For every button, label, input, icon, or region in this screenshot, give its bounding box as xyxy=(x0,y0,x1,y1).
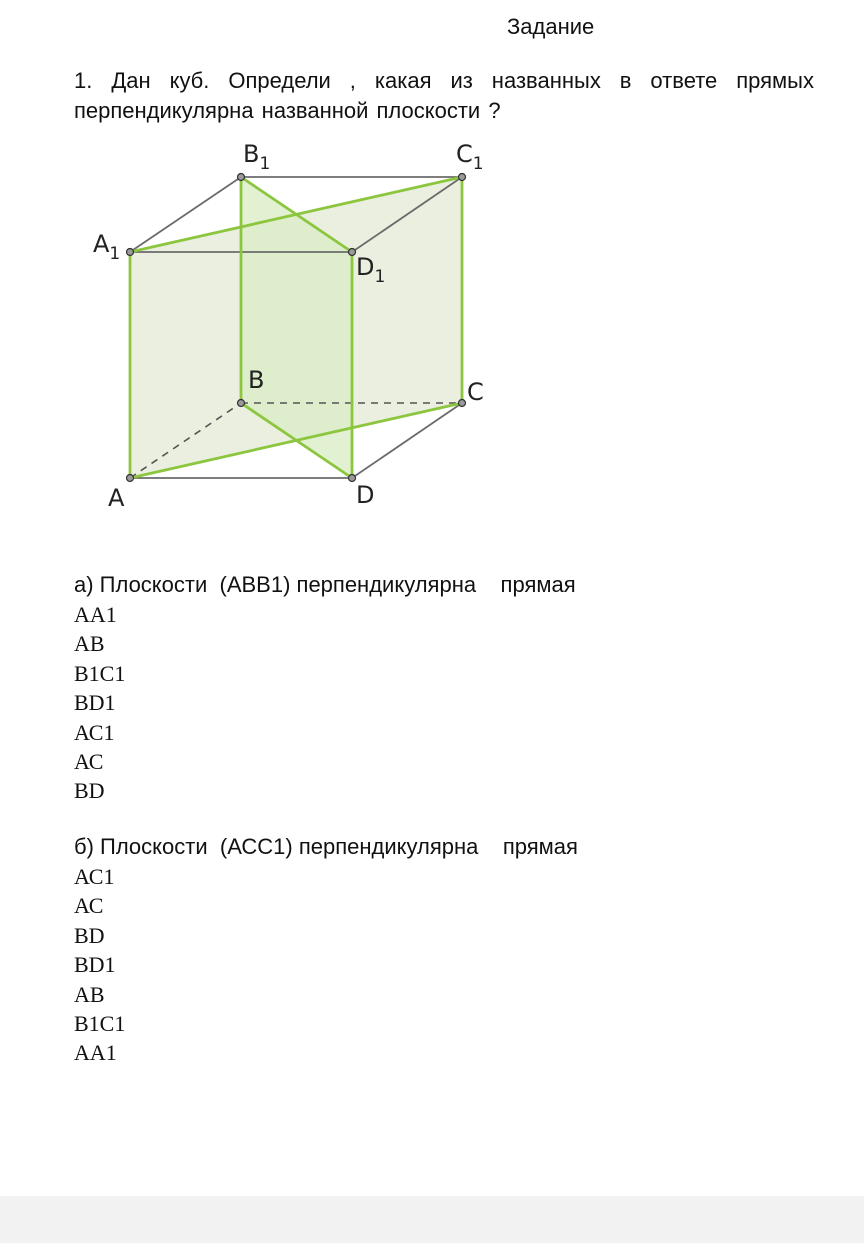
label-d1: $D_1$ xyxy=(356,253,386,287)
label-d: D xyxy=(356,481,375,509)
question-a-option: ВD1 xyxy=(74,690,116,716)
label-b: B xyxy=(248,366,265,394)
label-a: A xyxy=(108,484,125,512)
question-a-option: ВD xyxy=(74,778,105,804)
question-b-option: АС1 xyxy=(74,864,115,889)
question-a-option: АС xyxy=(74,748,104,774)
footer-bar xyxy=(0,1196,864,1243)
label-b1: $B_1$ xyxy=(243,140,271,174)
question-b-option: ВD xyxy=(74,922,105,948)
question-b-option: ВD1 xyxy=(74,952,116,978)
question-b-option: АА1 xyxy=(74,1040,117,1066)
vertex-a1 xyxy=(127,249,134,256)
question-b-option: АВ xyxy=(74,981,105,1007)
question-b-prompt: б) Плоскости (АСС1) перпендикулярна прямая xyxy=(74,834,578,859)
vertex-d xyxy=(349,475,356,482)
question-b-option: АС xyxy=(74,893,104,919)
vertex-c1 xyxy=(459,174,466,181)
label-c: C xyxy=(467,378,484,406)
question-a-option: АС1 xyxy=(74,719,115,745)
vertex-b1 xyxy=(238,174,245,181)
vertex-c xyxy=(459,400,466,407)
question-a xyxy=(74,570,774,806)
page-title: Задание xyxy=(507,14,595,39)
vertex-b xyxy=(238,400,245,407)
label-a1: $A_1$ xyxy=(93,230,121,264)
vertex-d1 xyxy=(349,249,356,256)
cube-figure xyxy=(80,130,500,525)
question-a-option: АА1 xyxy=(74,602,117,627)
question-b xyxy=(74,832,774,1068)
question-a-options xyxy=(74,600,774,806)
vertex-a xyxy=(127,475,134,482)
question-b-option: В1С1 xyxy=(74,1010,126,1036)
question-a-option: В1С1 xyxy=(74,660,126,686)
question-a-prompt: а) Плоскости (АВВ1) перпендикулярна прямая xyxy=(74,572,576,597)
label-c1: $C_1$ xyxy=(456,140,484,174)
question-b-options xyxy=(74,862,774,1068)
task-text: 1. Дан куб. Определи , какая из названных в ответе прямых перпендикулярна названной плоскости ? xyxy=(74,68,814,123)
question-a-option: АВ xyxy=(74,631,105,657)
